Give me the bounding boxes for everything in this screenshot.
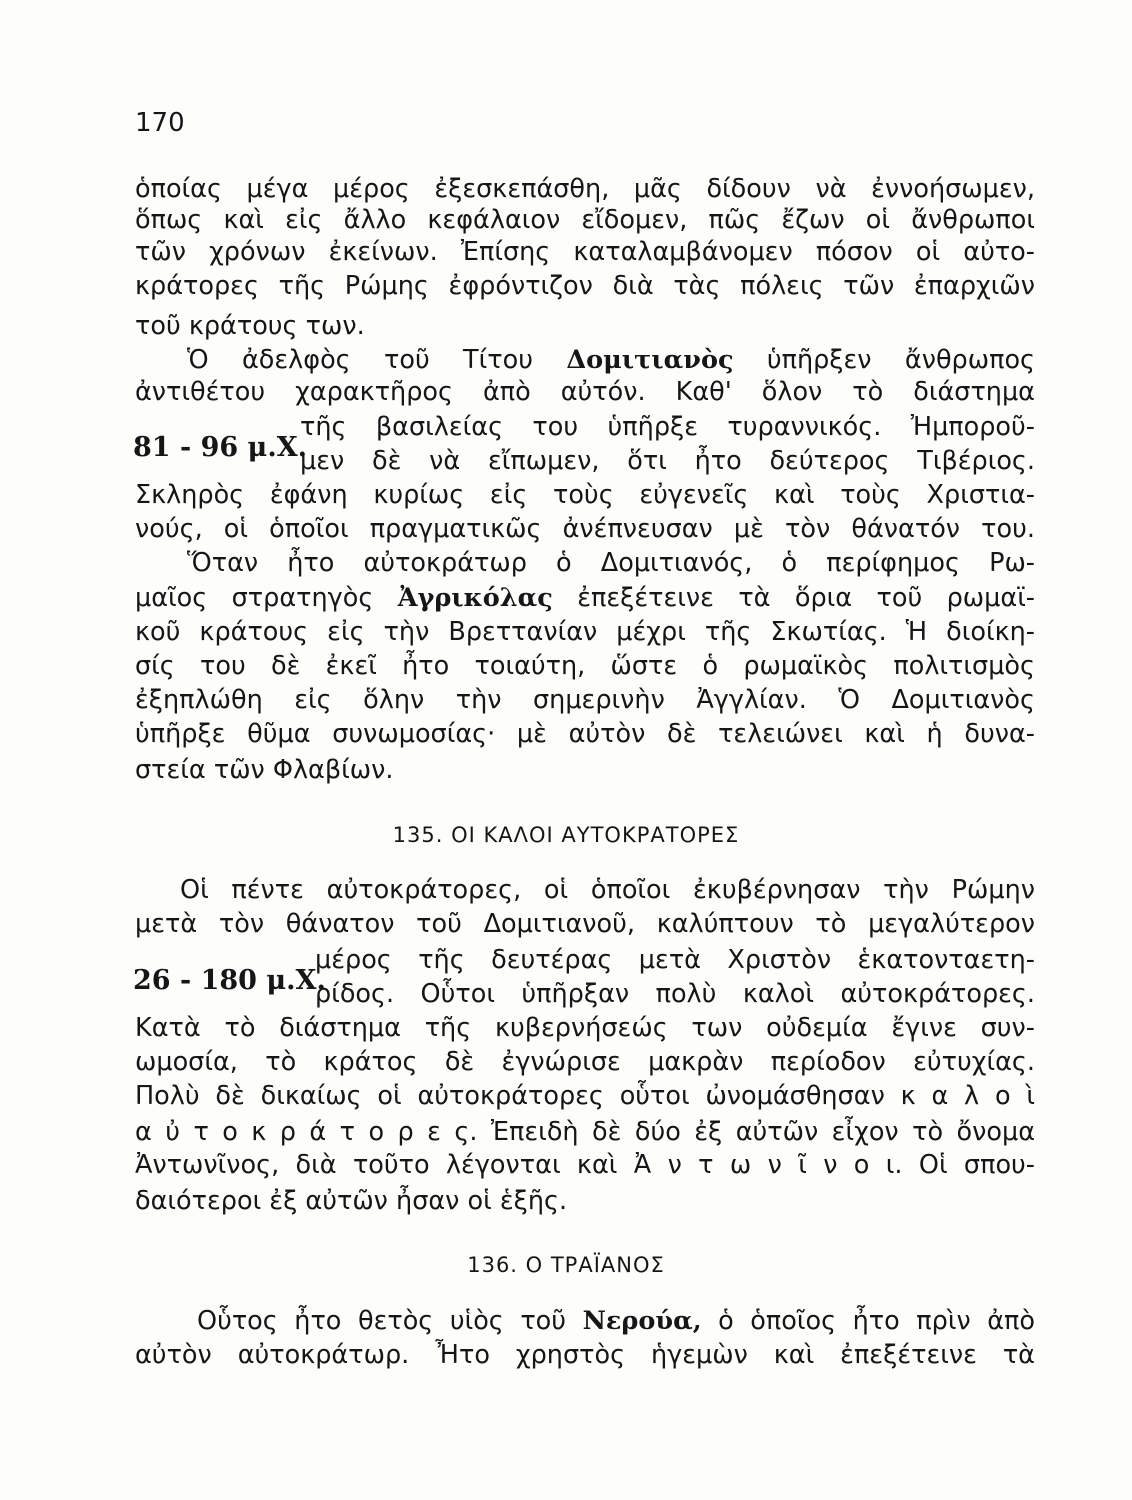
text-line bbox=[135, 342, 1035, 378]
text-segment: ὁ ὁποῖος ἦτο πρὶν ἀπὸ bbox=[718, 1306, 1036, 1336]
text-line: ὑπῆρξε θῦμα συνωμοσίας· μὲ αὐτὸν δὲ τελειώνει καὶ ἡ δυνα- bbox=[135, 719, 1035, 749]
text-line: νούς, οἱ ὁποῖοι πραγματικῶς ἀνέπνευσαν μὲ τὸν θάνατόν του. bbox=[135, 514, 1035, 544]
margin-date: 81 - 96 μ.Χ. bbox=[133, 432, 308, 463]
text-line: τῶν χρόνων ἐκείνων. Ἐπίσης καταλαμβάνομεν πόσον οἱ αὐτο- bbox=[135, 237, 1035, 267]
text-line: δαιότεροι ἐξ αὐτῶν ἦσαν οἱ ἑξῆς. bbox=[135, 1186, 568, 1216]
section-heading: 135. ΟΙ ΚΑΛΟΙ ΑΥΤΟΚΡΑΤΟΡΕΣ bbox=[392, 823, 740, 847]
text-line: τῆς βασιλείας του ὑπῆρξε τυραννικός. Ἠμποροῦ- bbox=[300, 412, 1035, 442]
bold-name: Ἀγρικόλας bbox=[397, 583, 553, 613]
text-segment: Οὗτος ἦτο θετὸς υἱὸς τοῦ bbox=[197, 1306, 567, 1336]
text-line: Οἱ πέντε αὐτοκράτορες, οἱ ὁποῖοι ἐκυβέρνησαν τὴν Ρώμην bbox=[180, 875, 1035, 905]
text-line: Σκληρὸς ἐφάνη κυρίως εἰς τοὺς εὐγενεῖς καὶ τοὺς Χριστια- bbox=[135, 480, 1035, 510]
page-number: 170 bbox=[135, 108, 185, 138]
margin-date: 26 - 180 μ.Χ. bbox=[133, 965, 326, 996]
text-line: ἀντιθέτου χαρακτῆρος ἀπὸ αὐτόν. Καθ' ὅλον τὸ διάστημα bbox=[135, 377, 1035, 407]
text-line: Ὅταν ἦτο αὐτοκράτωρ ὁ Δομιτιανός, ὁ περίφημος Ρω- bbox=[187, 548, 1035, 578]
text-line bbox=[135, 580, 1035, 616]
text-line: μετὰ τὸν θάνατον τοῦ Δομιτιανοῦ, καλύπτουν τὸ μεγαλύτερον bbox=[135, 909, 1035, 939]
bold-name: Δομιτιανὸς bbox=[566, 345, 734, 375]
text-segment: ἐπεξέτεινε τὰ ὅρια τοῦ ρωμαϊ- bbox=[577, 583, 1035, 613]
text-line: ρίδος. Οὗτοι ὑπῆρξαν πολὺ καλοὶ αὐτοκράτορες. bbox=[315, 979, 1035, 1009]
text-line: αὐτὸν αὐτοκράτωρ. Ἦτο χρηστὸς ἡγεμὼν καὶ ἐπεξέτεινε τὰ bbox=[135, 1340, 1035, 1370]
text-line: ἐξηπλώθη εἰς ὅλην τὴν σημερινὴν Ἀγγλίαν. Ὁ Δομιτιανὸς bbox=[135, 685, 1035, 715]
text-segment: μαῖος στρατηγὸς bbox=[135, 583, 374, 613]
text-line: Ἀντωνῖνος, διὰ τοῦτο λέγονται καὶ Ἀ ν τ ω ν ῖ ν ο ι. Οἱ σπου- bbox=[135, 1150, 1035, 1180]
section-heading: 136. Ο ΤΡΑΪΑΝΟΣ bbox=[467, 1253, 665, 1277]
bold-name: Νερούα, bbox=[582, 1306, 702, 1336]
text-line: κράτορες τῆς Ρώμης ἐφρόντιζον διὰ τὰς πόλεις τῶν ἐπαρχιῶν bbox=[135, 271, 1035, 301]
text-line: στεία τῶν Φλαβίων. bbox=[135, 755, 394, 785]
text-line: α ὐ τ ο κ ρ ά τ ο ρ ε ς. Ἐπειδὴ δὲ δύο ἐξ αὐτῶν εἶχον τὸ ὄνομα bbox=[135, 1117, 1035, 1147]
text-line: Κατὰ τὸ διάστημα τῆς κυβερνήσεώς των οὐδεμία ἔγινε συν- bbox=[135, 1013, 1035, 1043]
text-line: Πολὺ δὲ δικαίως οἱ αὐτοκράτορες οὗτοι ὠνομάσθησαν κ α λ ο ὶ bbox=[135, 1081, 1035, 1111]
text-line: σίς του δὲ ἐκεῖ ἦτο τοιαύτη, ὥστε ὁ ρωμαϊκὸς πολιτισμὸς bbox=[135, 651, 1035, 681]
text-segment: Ὁ ἀδελφὸς τοῦ Τίτου bbox=[187, 345, 533, 375]
text-line: τοῦ κράτους των. bbox=[135, 311, 365, 341]
text-segment: ὑπῆρξεν ἄνθρωπος bbox=[766, 345, 1036, 375]
text-line: ὁποίας μέγα μέρος ἐξεσκεπάσθη, μᾶς δίδουν νὰ ἐννοήσωμεν, bbox=[135, 174, 1035, 204]
text-line bbox=[197, 1303, 1035, 1339]
text-line: μέρος τῆς δευτέρας μετὰ Χριστὸν ἑκατονταετη- bbox=[315, 945, 1035, 975]
text-line: ὅπως καὶ εἰς ἄλλο κεφάλαιον εἴδομεν, πῶς ἔζων οἱ ἄνθρωποι bbox=[135, 205, 1035, 235]
text-line: μεν δὲ νὰ εἴπωμεν, ὅτι ἦτο δεύτερος Τιβέριος. bbox=[300, 446, 1035, 476]
text-line: κοῦ κράτους εἰς τὴν Βρεττανίαν μέχρι τῆς Σκωτίας. Ἡ διοίκη- bbox=[135, 617, 1035, 647]
text-line: ωμοσία, τὸ κράτος δὲ ἐγνώρισε μακρὰν περίοδον εὐτυχίας. bbox=[135, 1047, 1035, 1077]
